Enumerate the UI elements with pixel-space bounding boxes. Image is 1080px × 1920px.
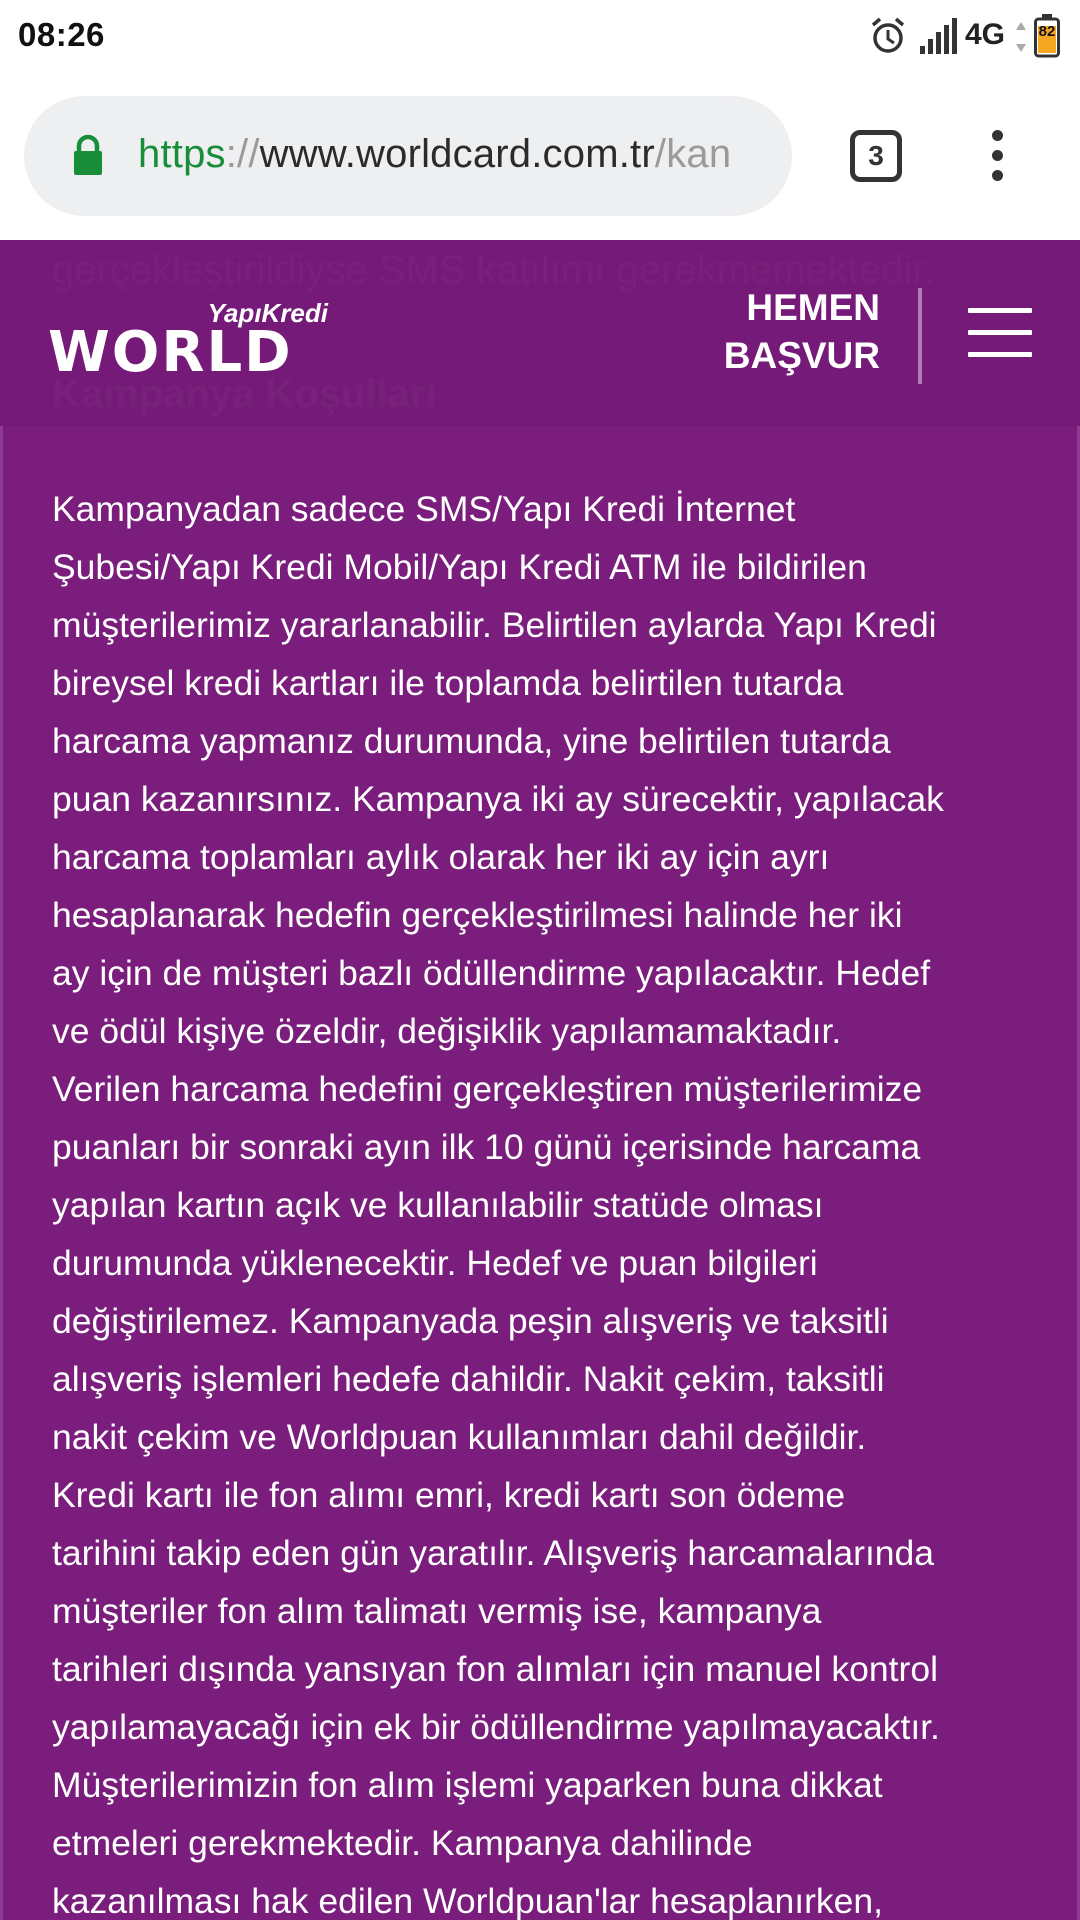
- status-bar: [0, 0, 1080, 74]
- terms-line: yapılamayacağı için ek bir ödüllendirme yapılmayacaktır.: [52, 1707, 940, 1747]
- terms-line: harcama toplamları aylık olarak her iki ay için ayrı: [52, 837, 830, 877]
- terms-line: nakit çekim ve Worldpuan kullanımları dahil değildir.: [52, 1417, 867, 1457]
- terms-line: durumunda yüklenecektir. Hedef ve puan bilgileri: [52, 1243, 818, 1283]
- terms-line: ve ödül kişiye özeldir, değişiklik yapılamamaktadır.: [52, 1011, 842, 1051]
- apply-now-button[interactable]: [700, 284, 880, 380]
- terms-line: Şubesi/Yapı Kredi Mobil/Yapı Kredi ATM ile bildirilen: [52, 547, 867, 587]
- worldcard-logo[interactable]: [48, 298, 328, 388]
- apply-label-line2: BAŞVUR: [723, 335, 880, 376]
- data-activity-icon: [1015, 20, 1027, 54]
- alarm-icon: [870, 16, 906, 56]
- url-scheme: https: [138, 132, 226, 176]
- terms-line: Kredi kartı ile fon alımı emri, kredi kartı son ödeme: [52, 1475, 846, 1515]
- hamburger-icon[interactable]: [968, 308, 1032, 360]
- battery-level: 82: [1038, 23, 1056, 40]
- terms-line: tarihleri dışında yansıyan fon alımları için manuel kontrol: [52, 1649, 938, 1689]
- logo-word: WORLD: [48, 320, 293, 385]
- terms-line: hesaplanarak hedefin gerçekleştirilmesi halinde her iki: [52, 895, 903, 935]
- terms-line: yapılan kartın açık ve kullanılabilir statüde olması: [52, 1185, 824, 1225]
- logo-brand: YapıKredi: [207, 298, 328, 328]
- apply-label-line1: HEMEN: [746, 287, 880, 328]
- terms-line: puanları bir sonraki ayın ilk 10 günü içerisinde harcama: [52, 1127, 921, 1167]
- header-divider: [918, 288, 922, 384]
- terms-line: alışveriş işlemleri hedefe dahildir. Nakit çekim, taksitli: [52, 1359, 885, 1399]
- terms-line: etmeleri gerekmektedir. Kampanya dahilinde: [52, 1823, 753, 1863]
- campaign-terms-text: [52, 480, 1042, 1920]
- tab-switcher-button[interactable]: 3: [850, 130, 902, 182]
- signal-icon: [918, 16, 958, 56]
- terms-line: Verilen harcama hedefini gerçekleştiren müşterilerimize: [52, 1069, 923, 1109]
- terms-line: puan kazanırsınız. Kampanya iki ay sürecektir, yapılacak: [52, 779, 944, 819]
- terms-line: Müşterilerimizin fon alım işlemi yaparken buna dikkat: [52, 1765, 883, 1805]
- network-type: 4G: [965, 18, 1006, 51]
- url-host: www.worldcard.com.tr: [259, 132, 655, 176]
- lock-icon: [72, 134, 104, 176]
- terms-line: müşteriler fon alım talimatı vermiş ise, kampanya: [52, 1591, 822, 1631]
- terms-line: ay için de müşteri bazlı ödüllendirme yapılacaktır. Hedef: [52, 953, 931, 993]
- terms-line: müşterilerimiz yararlanabilir. Belirtilen aylarda Yapı Kredi: [52, 605, 937, 645]
- url-path: /kan: [654, 132, 732, 176]
- browser-toolbar: [0, 74, 1080, 240]
- status-time: 08:26: [18, 16, 105, 53]
- url-text[interactable]: [138, 132, 731, 177]
- dot-icon: [992, 170, 1003, 181]
- site-header: [0, 240, 1080, 426]
- dot-icon: [992, 150, 1003, 161]
- content-edge-left: [0, 426, 3, 1920]
- terms-line: kazanılması hak edilen Worldpuan'lar hesaplanırken,: [52, 1881, 883, 1920]
- terms-line: bireysel kredi kartları ile toplamda belirtilen tutarda: [52, 663, 844, 703]
- web-page: [0, 240, 1080, 1920]
- terms-line: değiştirilemez. Kampanyada peşin alışveriş ve taksitli: [52, 1301, 889, 1341]
- url-separator: ://: [225, 132, 260, 176]
- browser-menu-button[interactable]: [984, 130, 1010, 182]
- terms-line: harcama yapmanız durumunda, yine belirtilen tutarda: [52, 721, 891, 761]
- address-bar[interactable]: [24, 96, 792, 216]
- terms-line: Kampanyadan sadece SMS/Yapı Kredi İnternet: [52, 489, 796, 529]
- dot-icon: [992, 130, 1003, 141]
- terms-line: tarihini takip eden gün yaratılır. Alışveriş harcamalarında: [52, 1533, 935, 1573]
